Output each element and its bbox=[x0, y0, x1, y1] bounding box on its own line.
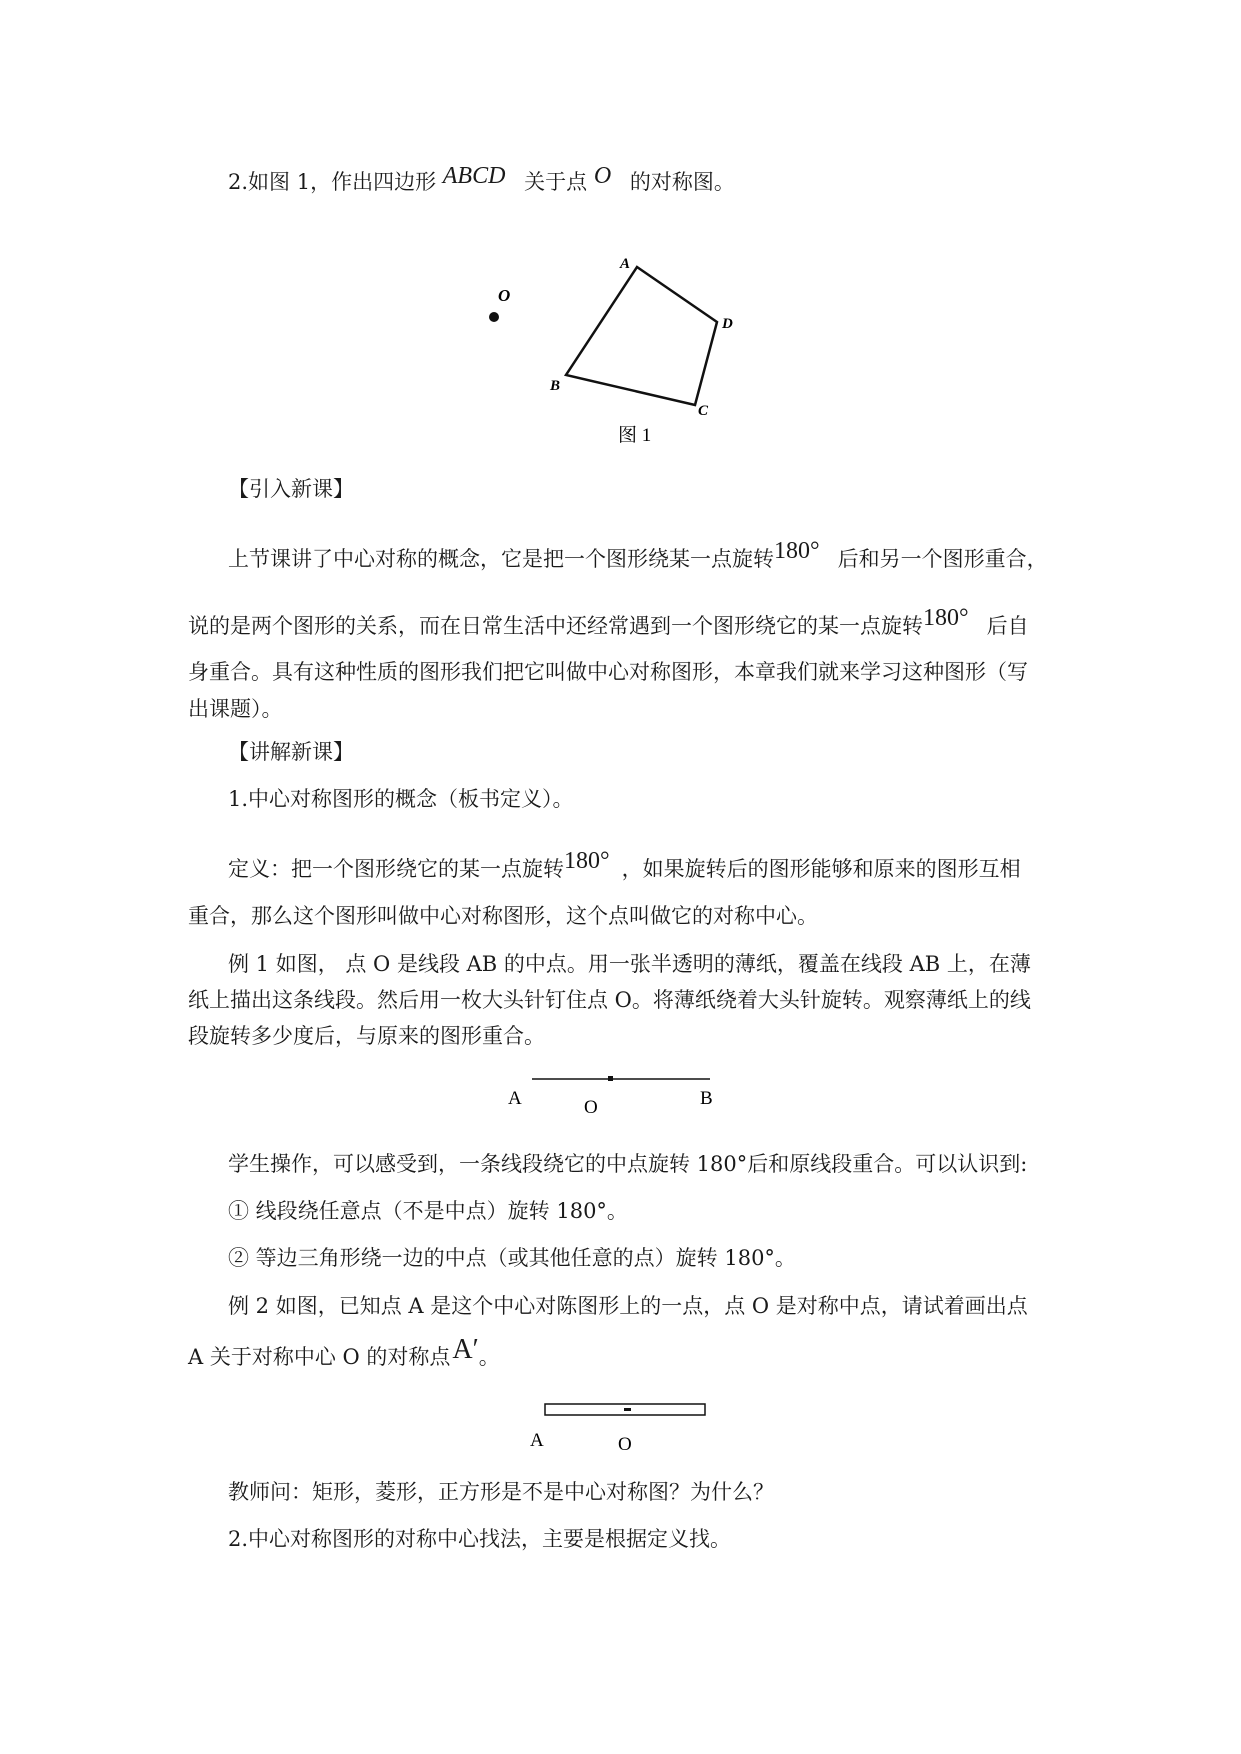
midpoint-o-mark bbox=[608, 1076, 613, 1081]
point-a-prime: A′ bbox=[452, 1334, 479, 1365]
example-1-line-1: 例 1 如图， 点 O 是线段 AB 的中点。用一张半透明的薄纸，覆盖在线段 AB 上，在薄 bbox=[228, 952, 1031, 976]
degree-value: 180° bbox=[774, 538, 820, 564]
example-2-line-1: 例 2 如图，已知点 A 是这个中心对陈图形上的一点，点 O 是对称中点，请试着画出点 bbox=[228, 1294, 1028, 1318]
example-1-line-2: 纸上描出这条线段。然后用一枚大头针钉住点 O。将薄纸绕着大头针旋转。观察薄纸上的线 bbox=[188, 988, 1031, 1012]
segment-ab-figure bbox=[500, 1068, 730, 1128]
intro-heading: 【引入新课】 bbox=[228, 477, 354, 501]
label-a: A bbox=[620, 256, 631, 272]
segment-label-a: A bbox=[508, 1088, 522, 1109]
segment-label-b: B bbox=[700, 1088, 713, 1109]
label-b: B bbox=[550, 378, 561, 394]
lesson-item-1: 1.中心对称图形的概念（板书定义）。 bbox=[228, 787, 574, 811]
intro-para-line-2 bbox=[188, 605, 1029, 640]
intro-text: 后和另一个图形重合， bbox=[837, 547, 1048, 571]
degree-value: 180° bbox=[564, 848, 610, 874]
intro-para-line-4: 出课题）。 bbox=[188, 697, 283, 721]
example-2-line-2 bbox=[188, 1334, 500, 1371]
center-o-mark bbox=[624, 1408, 631, 1411]
student-observation: 学生操作，可以感受到，一条线段绕它的中点旋转 180°后和原线段重合。可以认识到: bbox=[228, 1152, 1028, 1176]
problem-2-prefix: 2.如图 1，作出四边形 bbox=[228, 170, 437, 194]
problem-2 bbox=[228, 163, 735, 196]
definition-line-2: 重合，那么这个图形叫做中心对称图形，这个点叫做它的对称中心。 bbox=[188, 904, 818, 928]
intro-para-line-1 bbox=[228, 538, 1048, 573]
problem-2-mid: 关于点 bbox=[524, 170, 588, 194]
definition-text: 定义：把一个图形绕它的某一点旋转 bbox=[228, 857, 564, 881]
label-o: O bbox=[498, 286, 511, 305]
lesson-heading: 【讲解新课】 bbox=[228, 740, 354, 764]
definition-text: ，如果旋转后的图形能够和原来的图形互相 bbox=[621, 857, 1021, 881]
rect-label-a: A bbox=[530, 1430, 544, 1451]
teacher-question: 教师问：矩形，菱形，正方形是不是中心对称图？为什么？ bbox=[228, 1480, 774, 1504]
point-label: O bbox=[593, 163, 612, 189]
definition-line-1 bbox=[228, 848, 1021, 883]
lesson-item-2: 2.中心对称图形的对称中心找法，主要是根据定义找。 bbox=[228, 1527, 732, 1551]
point-o-dot bbox=[489, 312, 499, 322]
label-c: C bbox=[698, 403, 709, 419]
figure-1-caption: 图 1 bbox=[618, 425, 652, 446]
segment-label-o: O bbox=[584, 1097, 598, 1118]
example-2-end: 。 bbox=[478, 1345, 500, 1369]
intro-para-line-3: 身重合。具有这种性质的图形我们把它叫做中心对称图形，本章我们就来学习这种图形（写 bbox=[188, 660, 1028, 684]
rect-label-o: O bbox=[618, 1434, 632, 1455]
problem-2-suffix: 的对称图。 bbox=[629, 170, 735, 194]
example-2-text: A 关于对称中心 O 的对称点 bbox=[188, 1345, 451, 1369]
degree-value: 180° bbox=[923, 605, 969, 631]
intro-text: 上节课讲了中心对称的概念，它是把一个图形绕某一点旋转 bbox=[228, 547, 774, 571]
quadrilateral-abcd bbox=[566, 267, 717, 405]
case-1: ① 线段绕任意点（不是中点）旋转 180°。 bbox=[228, 1199, 628, 1223]
intro-text: 后自 bbox=[986, 614, 1029, 638]
label-d: D bbox=[722, 316, 733, 332]
figure-1 bbox=[470, 245, 770, 455]
quad-label: ABCD bbox=[442, 163, 506, 189]
case-2: ② 等边三角形绕一边的中点（或其他任意的点）旋转 180°。 bbox=[228, 1246, 796, 1270]
rectangle-figure bbox=[520, 1400, 720, 1460]
intro-text: 说的是两个图形的关系，而在日常生活中还经常遇到一个图形绕它的某一点旋转 bbox=[188, 614, 923, 638]
example-1-line-3: 段旋转多少度后，与原来的图形重合。 bbox=[188, 1024, 545, 1048]
